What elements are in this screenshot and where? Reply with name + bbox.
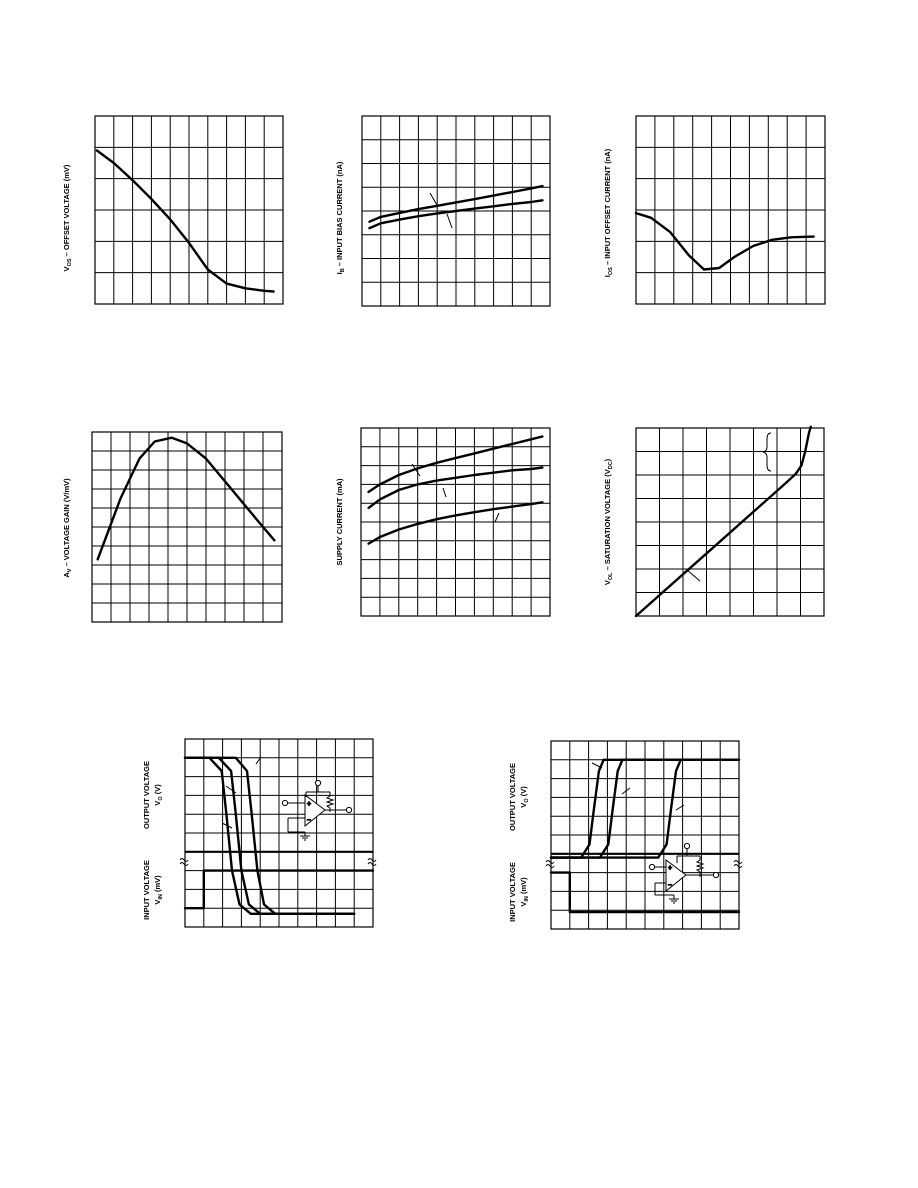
chart-grid <box>551 741 739 929</box>
opamp-minus-sign: – <box>668 882 672 889</box>
ylabel-left-input-1: INPUT VOLTAGE <box>142 860 151 920</box>
supply-terminal-icon <box>315 780 320 785</box>
ylabel-right-output-2: $V_O$ (V) <box>519 786 530 808</box>
bias-arrow-upper <box>430 193 437 205</box>
opamp-minus-sign: – <box>307 817 311 824</box>
resistor-icon <box>697 856 703 877</box>
chart-grid <box>361 428 550 616</box>
supply-terminal-icon <box>684 843 689 848</box>
supply-arrow-2 <box>443 488 446 497</box>
chart-voltage-gain <box>92 432 282 622</box>
ylabel-left-input-2: $V_{IN}$ (mV) <box>153 875 164 905</box>
series-line-2 <box>185 758 354 914</box>
chart-response-left <box>185 739 373 927</box>
saturation-arrow <box>687 570 700 581</box>
break-mark-left-b <box>368 859 376 866</box>
supply-arrow-3 <box>495 513 499 522</box>
chart-offset-voltage <box>95 116 283 304</box>
input-terminal-icon <box>649 864 654 869</box>
chart-saturation-voltage <box>636 427 824 616</box>
opamp-plus-sign: + <box>668 865 673 872</box>
opamp-schematic-right <box>649 843 718 903</box>
ylabel-left-output-2: $V_O$ (V) <box>153 784 164 806</box>
series-line-1 <box>185 758 354 914</box>
series-line-1 <box>97 151 274 292</box>
chart-layer <box>92 116 825 929</box>
ground-icon <box>669 899 679 903</box>
ylabel-saturation-voltage: $V_{OL}$ – SATURATION VOLTAGE $(V_{DC})$ <box>603 458 614 586</box>
chart-grid <box>636 428 824 616</box>
ylabel-left-output-1: OUTPUT VOLTAGE <box>142 760 151 830</box>
ylabel-voltage-gain: $A_V$ – VOLTAGE GAIN (V/mV) <box>62 478 73 578</box>
ylabel-right-input-2: $V_{IN}$ (mV) <box>519 877 530 907</box>
chart-grid <box>95 116 283 304</box>
series-line-1 <box>98 438 275 560</box>
series-line-1 <box>636 427 811 616</box>
opamp-plus-sign: + <box>307 801 312 808</box>
series-line-3 <box>185 758 354 914</box>
ylabel-input-bias-current: $I_B$ – INPUT BIAS CURRENT (nA) <box>335 161 346 275</box>
output-terminal-icon <box>346 807 351 812</box>
chart-response-right <box>551 741 739 929</box>
break-mark-left-a <box>180 859 188 866</box>
chart-supply-current <box>361 428 550 616</box>
break-mark-right-b <box>734 861 742 868</box>
bias-arrow-lower <box>447 214 452 228</box>
ylabel-supply-current: SUPPLY CURRENT (mA) <box>335 478 344 566</box>
ylabel-offset-voltage: $V_{OS}$ – OFFSET VOLTAGE (mV) <box>62 164 73 272</box>
break-mark-right-a <box>546 861 554 868</box>
ylabel-right-input-1: INPUT VOLTAGE <box>508 862 517 922</box>
ylabel-input-offset-current: $I_{OS}$ – INPUT OFFSET CURRENT (nA) <box>603 148 614 278</box>
ground-icon <box>300 836 310 840</box>
chart-input-offset-current <box>636 116 825 304</box>
chart-grid <box>636 116 825 304</box>
resp-left-arrow-1 <box>226 786 236 793</box>
chart-grid <box>185 739 373 927</box>
chart-grid <box>92 432 282 622</box>
input-terminal-icon <box>282 800 287 805</box>
chart-input-bias-current <box>362 116 550 306</box>
ylabel-right-output-1: OUTPUT VOLTAGE <box>508 762 517 832</box>
output-terminal-icon <box>713 872 718 877</box>
